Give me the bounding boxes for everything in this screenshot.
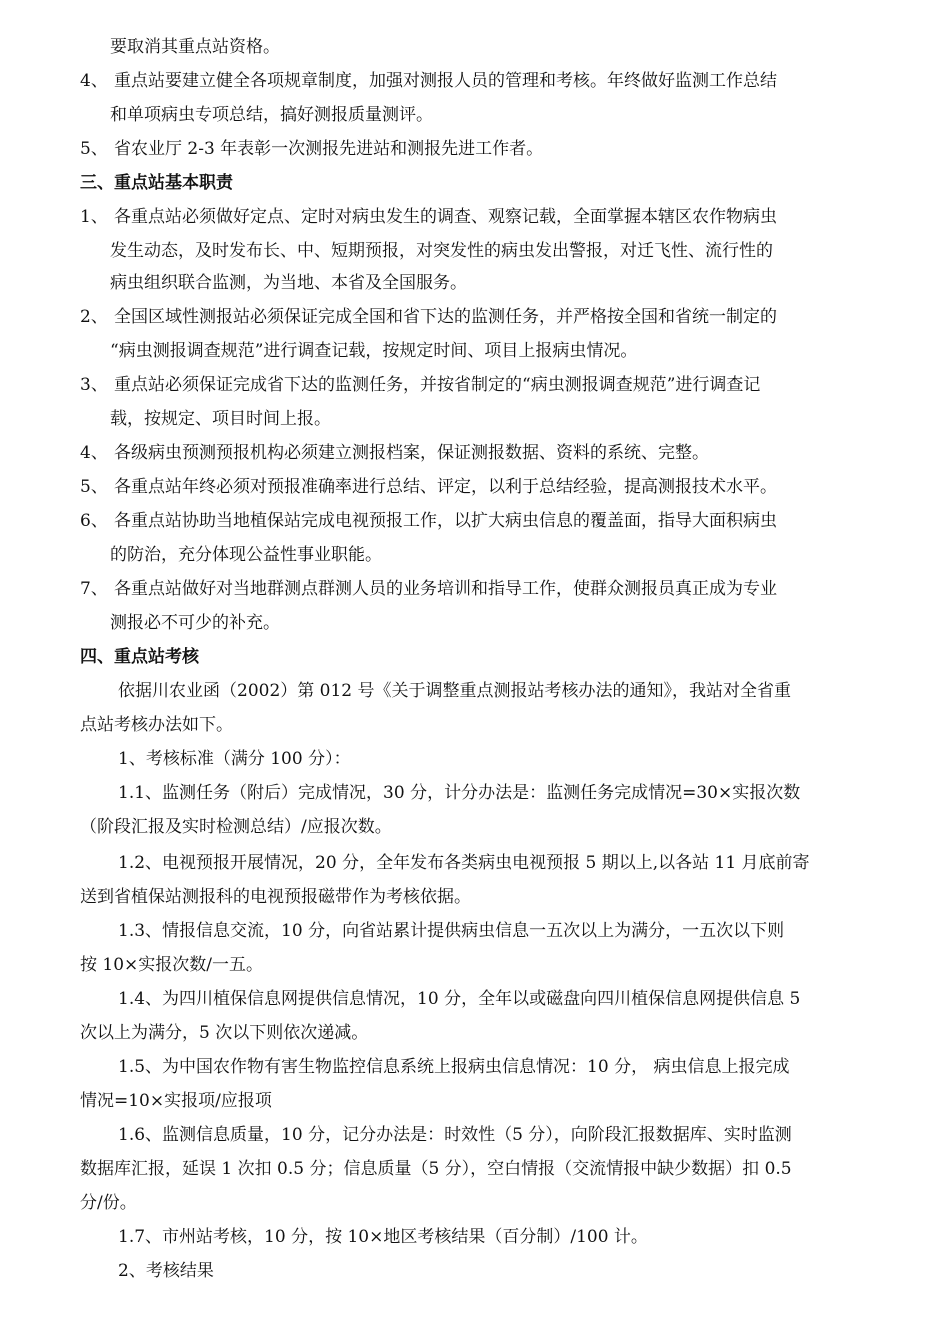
section-heading: 三、重点站基本职责 — [80, 173, 233, 193]
standard-item-text: 送到省植保站测报科的电视预报磁带作为考核依据。 — [80, 887, 471, 907]
standard-item-text: 分/份。 — [80, 1193, 137, 1213]
standard-item-text: （阶段汇报及实时检测总结）/应报次数。 — [80, 817, 392, 837]
list-item-number: 3、 — [80, 375, 108, 395]
list-item-number: 5、 — [80, 139, 108, 159]
paragraph-text: 依据川农业函（2002）第 012 号《关于调整重点测报站考核办法的通知》，我站对全省重 — [118, 681, 792, 701]
standard-item-text: 1.4、为四川植保信息网提供信息情况，10 分，全年以或磁盘向四川植保信息网提供信息 5 — [118, 989, 801, 1009]
subsection-title: 2、考核结果 — [118, 1261, 214, 1281]
paragraph-text: 点站考核办法如下。 — [80, 715, 233, 735]
standard-item-text: 1.2、电视预报开展情况，20 分，全年发布各类病虫电视预报 5 期以上,以各站 11 月底前寄 — [118, 853, 810, 873]
standard-item-text: 情况=10×实报项/应报项 — [80, 1091, 272, 1111]
list-item-text: 全国区域性测报站必须保证完成全国和省下达的监测任务，并严格按全国和省统一制定的 — [114, 307, 777, 327]
standard-item-text: 数据库汇报，延误 1 次扣 0.5 分；信息质量（5 分），空白情报（交流情报中缺少数据）扣 0.5 — [80, 1159, 792, 1179]
standard-item-text: 1.5、为中国农作物有害生物监控信息系统上报病虫信息情况：10 分， 病虫信息上报完成 — [118, 1057, 790, 1077]
list-item-text: 各重点站做好对当地群测点群测人员的业务培训和指导工作，使群众测报员真正成为专业 — [114, 579, 777, 599]
list-item-number: 6、 — [80, 511, 108, 531]
list-item-text: “病虫测报调查规范”进行调查记载，按规定时间、项目上报病虫情况。 — [110, 341, 638, 361]
prev-continuation-text: 要取消其重点站资格。 — [110, 37, 280, 57]
standard-item-text: 1.7、市州站考核，10 分，按 10×地区考核结果（百分制）/100 计。 — [118, 1227, 648, 1247]
standard-item-text: 按 10×实报次数/一五。 — [80, 955, 264, 975]
list-item-number: 2、 — [80, 307, 108, 327]
standard-item-text: 1.3、情报信息交流，10 分，向省站累计提供病虫信息一五次以上为满分，一五次以下则 — [118, 921, 785, 941]
list-item-text: 发生动态，及时发布长、中、短期预报，对突发性的病虫发出警报，对迁飞性、流行性的 — [110, 241, 773, 261]
list-item-text: 省农业厅 2-3 年表彰一次测报先进站和测报先进工作者。 — [114, 139, 544, 159]
list-item-text: 重点站必须保证完成省下达的监测任务，并按省制定的“病虫测报调查规范”进行调查记 — [114, 375, 761, 395]
list-item-text: 和单项病虫专项总结，搞好测报质量测评。 — [110, 105, 433, 125]
list-item-text: 各重点站年终必须对预报准确率进行总结、评定，以利于总结经验，提高测报技术水平。 — [114, 477, 777, 497]
list-item-number: 1、 — [80, 207, 108, 227]
list-item-text: 重点站要建立健全各项规章制度，加强对测报人员的管理和考核。年终做好监测工作总结 — [114, 71, 777, 91]
list-item-text: 测报必不可少的补充。 — [110, 613, 280, 633]
section-heading: 四、重点站考核 — [80, 647, 199, 667]
list-item-number: 5、 — [80, 477, 108, 497]
list-item-text: 各重点站必须做好定点、定时对病虫发生的调查、观察记载，全面掌握本辖区农作物病虫 — [114, 207, 777, 227]
list-item-text: 病虫组织联合监测，为当地、本省及全国服务。 — [110, 273, 467, 293]
standard-item-text: 次以上为满分，5 次以下则依次递减。 — [80, 1023, 369, 1043]
list-item-number: 4、 — [80, 71, 108, 91]
list-item-text: 的防治，充分体现公益性事业职能。 — [110, 545, 382, 565]
list-item-text: 载，按规定、项目时间上报。 — [110, 409, 331, 429]
subsection-title: 1、考核标准（满分 100 分）： — [118, 749, 351, 769]
list-item-text: 各重点站协助当地植保站完成电视预报工作，以扩大病虫信息的覆盖面，指导大面积病虫 — [114, 511, 777, 531]
list-item-number: 4、 — [80, 443, 108, 463]
standard-item-text: 1.1、监测任务（附后）完成情况，30 分，计分办法是：监测任务完成情况=30×实报次数 — [118, 783, 801, 803]
list-item-number: 7、 — [80, 579, 108, 599]
list-item-text: 各级病虫预测预报机构必须建立测报档案，保证测报数据、资料的系统、完整。 — [114, 443, 709, 463]
standard-item-text: 1.6、监测信息质量，10 分，记分办法是：时效性（5 分），向阶段汇报数据库、实时监测 — [118, 1125, 792, 1145]
